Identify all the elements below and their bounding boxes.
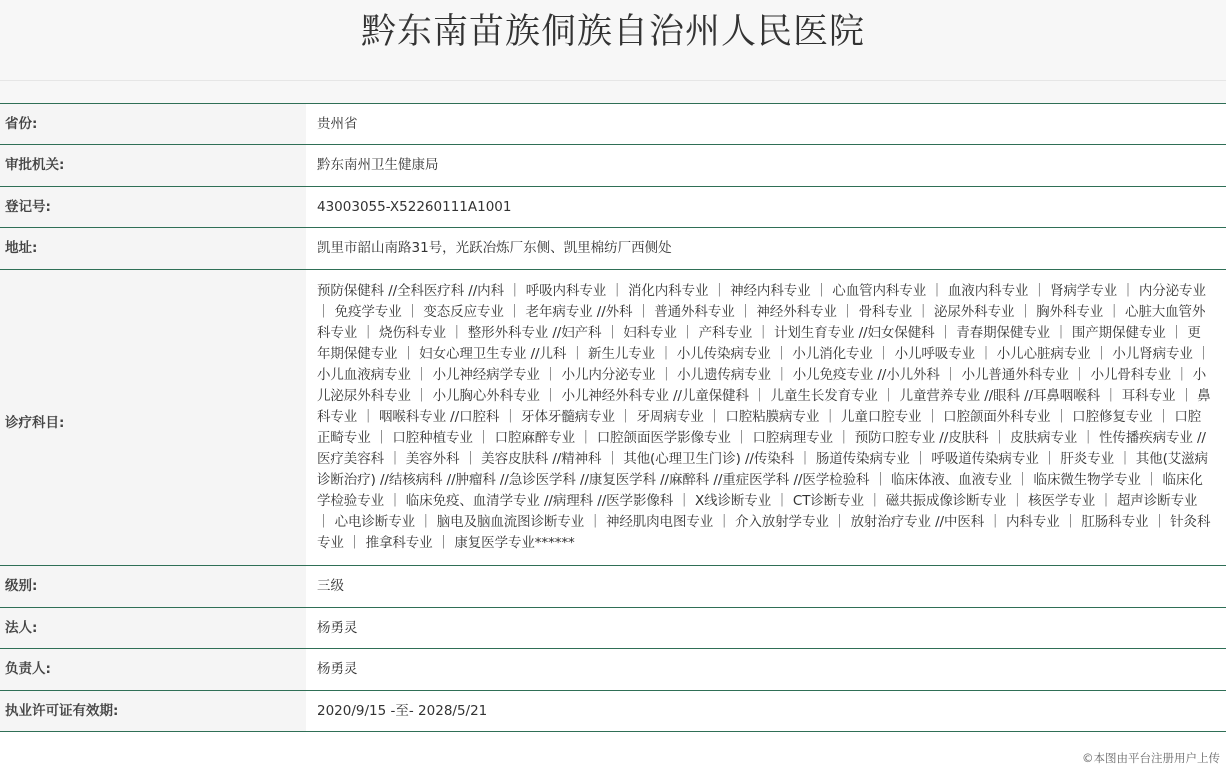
copyright-notice: ©本图由平台注册用户上传 — [1082, 751, 1220, 765]
registration-value: 43003055-X52260111A1001 — [306, 187, 1226, 228]
row-level — [0, 566, 1226, 608]
principal-label: 负责人: — [0, 649, 306, 691]
row-registration — [0, 187, 1226, 228]
legal-person-value: 杨勇灵 — [306, 608, 1226, 649]
departments-value: 预防保健科 //全科医疗科 //内科 ｜ 呼吸内科专业 ｜ 消化内科专业 ｜ 神经内科专业 ｜ 心血管内科专业 ｜ 血液内科专业 ｜ 肾病学专业 ｜ 内分泌专业 ｜ 免疫学专业 ｜ 变态反应专业 ｜ 老年病专业 //外科 ｜ 普通外科专业 ｜ 神经外科专业 ｜ 骨科专业 ｜ 泌尿外科专业 ｜ 胸外科专业 ｜ 心脏大血管外科专业 ｜ 烧伤科专业 ｜ 整形外科专业 //妇产科 ｜ 妇科专业 ｜ 产科专业 ｜ 计划生育专业 //妇女保健科 ｜ 青春期保健专业 ｜ 围产期保健专业 ｜ 更年期保健专业 ｜ 妇女心理卫生专业 //儿科 ｜ 新生儿专业 ｜ 小儿传染病专业 ｜ 小儿消化专业 ｜ 小儿呼吸专业 ｜ 小儿心脏病专业 ｜ 小儿肾病专业 ｜ 小儿血液病专业 ｜ 小儿神经病学专业 ｜ 小儿内分泌专业 ｜ 小儿遗传病专业 ｜ 小儿免疫专业 //小儿外科 ｜ 小儿普通外科专业 ｜ 小儿骨科专业 ｜ 小儿泌尿外科专业 ｜ 小儿胸心外科专业 ｜ 小儿神经外科专业 //儿童保健科 ｜ 儿童生长发育专业 ｜ 儿童营养专业 //眼科 //耳鼻咽喉科 ｜ 耳科专业 ｜ 鼻科专业 ｜ 咽喉科专业 //口腔科 ｜ 牙体牙髓病专业 ｜ 牙周病专业 ｜ 口腔粘膜病专业 ｜ 儿童口腔专业 ｜ 口腔颌面外科专业 ｜ 口腔修复专业 ｜ 口腔正畸专业 ｜ 口腔种植专业 ｜ 口腔麻醉专业 ｜ 口腔颌面医学影像专业 ｜ 口腔病理专业 ｜ 预防口腔专业 //皮肤科 ｜ 皮肤病专业 ｜ 性传播疾病专业 //医疗美容科 ｜ 美容外科 ｜ 美容皮肤科 //精神科 ｜ 其他(心理卫生门诊) //传染科 ｜ 肠道传染病专业 ｜ 呼吸道传染病专业 ｜ 肝炎专业 ｜ 其他(艾滋病诊断治疗) //结核病科 //肿瘤科 //急诊医学科 //康复医学科 //麻醉科 //重症医学科 //医学检验科 ｜ 临床体液、血液专业 ｜ 临床微生物学专业 ｜ 临床化学检验专业 ｜ 临床免疫、血清学专业 //病理科 //医学影像科 ｜ X线诊断专业 ｜ CT诊断专业 ｜ 磁共振成像诊断专业 ｜ 核医学专业 ｜ 超声诊断专业 ｜ 心电诊断专业 ｜ 脑电及脑血流图诊断专业 ｜ 神经肌肉电图专业 ｜ 介入放射学专业 ｜ 放射治疗专业 //中医科 ｜ 内科专业 ｜ 肛肠科专业 ｜ 针灸科专业 ｜ 推拿科专业 ｜ 康复医学专业****** — [306, 270, 1226, 566]
registration-label: 登记号: — [0, 187, 306, 228]
level-label: 级别: — [0, 566, 306, 608]
address-value: 凯里市韶山南路31号，光跃冶炼厂东侧、凯里棉纺厂西侧处 — [306, 228, 1226, 270]
row-address — [0, 228, 1226, 270]
address-label: 地址: — [0, 228, 306, 270]
page-title: 黔东南苗族侗族自治州人民医院 — [360, 12, 865, 53]
province-label: 省份: — [0, 104, 306, 145]
hospital-info-table — [0, 103, 1226, 732]
row-license-validity — [0, 691, 1226, 732]
row-departments — [0, 270, 1226, 566]
license-validity-value: 2020/9/15 -至- 2028/5/21 — [306, 691, 1226, 732]
level-value: 三级 — [306, 566, 1226, 608]
row-principal — [0, 649, 1226, 691]
license-validity-label: 执业许可证有效期: — [0, 691, 306, 732]
header-spacer — [0, 81, 1226, 103]
row-authority — [0, 145, 1226, 187]
row-province — [0, 104, 1226, 145]
authority-label: 审批机关: — [0, 145, 306, 187]
departments-label: 诊疗科目: — [0, 270, 306, 566]
legal-person-label: 法人: — [0, 608, 306, 649]
page-header — [0, 0, 1226, 81]
authority-value: 黔东南州卫生健康局 — [306, 145, 1226, 187]
province-value: 贵州省 — [306, 104, 1226, 145]
row-legal-person — [0, 608, 1226, 649]
principal-value: 杨勇灵 — [306, 649, 1226, 691]
